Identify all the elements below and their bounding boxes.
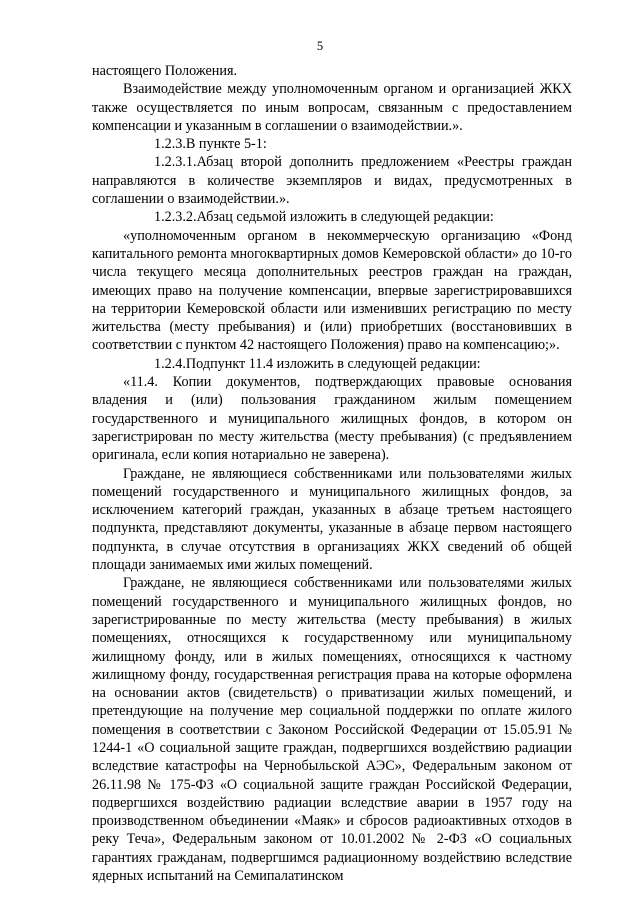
clause-text: В пункте 5-1: [185, 136, 267, 153]
clause-1-2-3 [92, 135, 572, 153]
page-number: 5 [316, 39, 324, 53]
clause-number: 1.2.4. [154, 355, 186, 372]
paragraph-text: Граждане, не являющиеся собственниками или пользователями жилых помещений государственного и муниципального жилищных фондов, за исключением категорий граждан, указанных в абзаце третьем настоящего подпункта, представляют документы, указанные в абзаце первом настоящего подпункта, в случае отсутствия в организациях ЖКХ сведений об общей площади занимаемых ими жилых помещений. [92, 465, 572, 574]
document-body [92, 62, 572, 885]
clause-number: 1.2.3.1. [154, 154, 197, 171]
clause-1-2-4 [92, 355, 572, 373]
paragraph-text: Граждане, не являющиеся собственниками или пользователями жилых помещений государственного и муниципального жилищных фондов, но зарегистрированные по месту жительства (месту пребывания) в жилых помещениях, относящихся к государственному или муниципальному жилищному фонду, или в жилых помещениях, относящихся к частному жилищному фонду, государственная регистрация права на которые оформлена на основании актов (свидетельств) о приватизации жилых помещений, и претендующие на получение мер социальной поддержки по оплате жилого помещения в соответствии с Законом Российской Федерации от 15.05.91 № 1244-1 «О социальной защите граждан, подвергшихся воздействию радиации вследствие катастрофы на Чернобыльской АЭС», Федеральным законом от 26.11.98 № 175-ФЗ «О социальной защите граждан Российской Федерации, подвергшихся воздействию радиации вследствие аварии в 1957 году на производственном объединении «Маяк» и сбросов радиоактивных отходов в реку Теча», Федеральным законом от 10.01.2002 № 2-ФЗ «О социальных гарантиях гражданам, подвергшимся радиационному воздействию вследствие ядерных испытаний на Семипалатинском [92, 575, 572, 885]
clause-number: 1.2.3.2. [154, 209, 197, 226]
paragraph-interaction [92, 80, 572, 135]
paragraph-text: «11.4. Копии документов, подтверждающих правовые основания владения и (или) пользования гражданином жилым помещением государственного и муниципального жилищных фондов, в котором он зарегистрирован по месту жительства (месту пребывания) (с предъявлением оригинала, если копия нотариально не заверена). [92, 374, 572, 464]
paragraph-citizens-registered [92, 574, 572, 885]
paragraph-11-4 [92, 373, 572, 464]
clause-1-2-3-2 [92, 208, 572, 226]
paragraph-continuation [92, 62, 572, 80]
clause-text: Абзац второй дополнить предложением «Реестры граждан направляются в количестве экземпляров и видах, предусмотренных в соглашении о взаимодействии.». [92, 154, 572, 208]
paragraph-text: настоящего Положения. [92, 63, 238, 79]
clause-text: Подпункт 11.4 изложить в следующей редакции: [185, 355, 481, 372]
clause-text: Абзац седьмой изложить в следующей редакции: [196, 209, 494, 226]
clause-number: 1.2.3. [154, 136, 186, 153]
paragraph-text: «уполномоченным органом в некоммерческую организацию «Фонд капитального ремонта многоквартирных домов Кемеровской области» до 10-го числа текущего месяца дополнительных реестров граждан на граждан, имеющих право на получение компенсации, впервые зарегистрировавшихся на территории Кемеровской области или изменивших регистрацию по месту жительства (месту пребывания) и (или) приобретших (восстановивших в соответствии с пунктом 42 настоящего Положения) право на компенсацию;». [92, 227, 572, 354]
paragraph-citizens-non-owners [92, 465, 572, 575]
paragraph-text: Взаимодействие между уполномоченным органом и организацией ЖКХ также осуществляется по иным вопросам, связанным с предоставлением компенсации и указанным в соглашении о взаимодействии.». [92, 81, 572, 134]
paragraph-fund-registry [92, 227, 572, 355]
clause-1-2-3-1 [92, 153, 572, 208]
